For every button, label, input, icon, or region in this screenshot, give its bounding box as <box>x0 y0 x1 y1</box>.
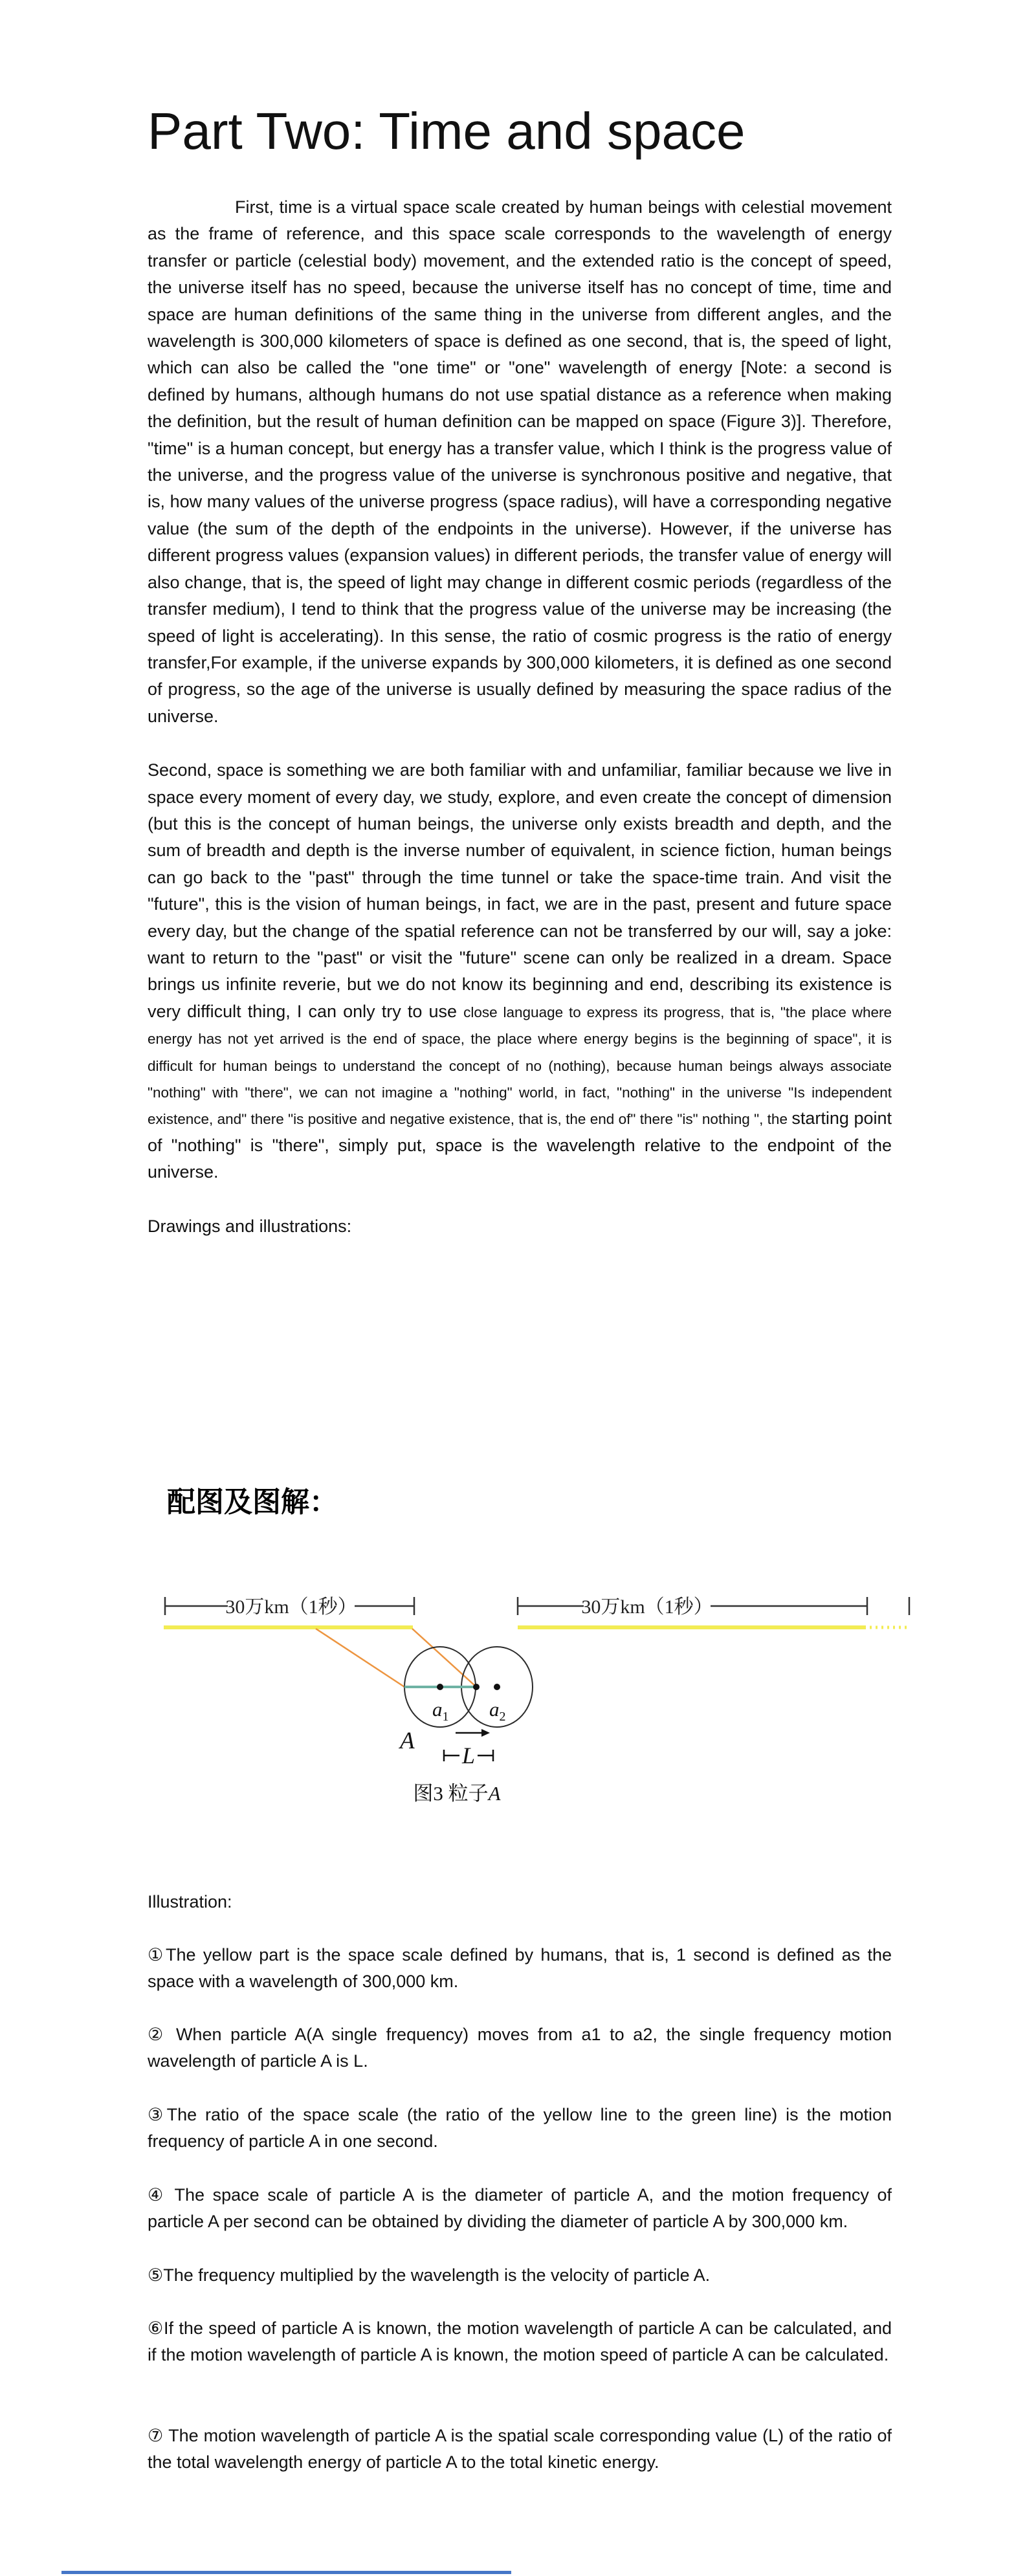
page-title: Part Two: Time and space <box>148 102 745 160</box>
left-ruler-label: 30万km（1秒） <box>225 1596 357 1618</box>
right-ruler-label: 30万km（1秒） <box>581 1596 713 1618</box>
paragraph-second-normal-end: starting point of "nothing" is "there", simply put, space is the wavelength relative to the endpoint of the universe. <box>148 1108 892 1182</box>
illustration-heading: Illustration: <box>148 1892 232 1911</box>
length-label: L <box>461 1743 476 1768</box>
center-dot-a2 <box>494 1684 500 1690</box>
center-dot-a1 <box>437 1684 443 1690</box>
label-a2: $a_2$ <box>489 1698 506 1724</box>
figure-caption: 图3 粒子A <box>413 1782 501 1805</box>
label-a1: $a_1$ <box>432 1698 449 1724</box>
orange-projection-line-left <box>316 1629 404 1687</box>
intersection-dot <box>473 1684 480 1690</box>
paragraph-first: First, time is a virtual space scale created by human beings with celestial movement as the frame of reference, and this space scale corresponds to the wavelength of energy transfer or particle (celestial body) movement, and the extended ratio is the concept of speed, the universe itself has no speed, because the universe itself has no concept of time, time and space are human definitions of the same thing in the universe from different angles, and the wavelength is 300,000 kilometers of space is defined as one second, that is, the speed of light, which can also be called the "one time" or "one" wavelength of energy [Note: a second is defined by humans, although humans do not use spatial distance as a reference when making the definition, but the result of human definition can be mapped on space (Figure 3)]. Therefore, "time" is a human concept, but energy has a transfer value, which I think is the progress value of the universe, and the progress value of the universe is synchronous positive and negative, that is, how many values of the universe progress (space radius), will have a corresponding negative value (the sum of the depth of the endpoints in the universe). However, if the universe has different progress values (expansion values) in different periods, the transfer value of energy will also change, that is, the speed of light may change in different cosmic periods (regardless of the transfer medium), I tend to think that the progress value of the universe may be increasing (the speed of light is accelerating). In this sense, the ratio of cosmic progress is the ratio of energy transfer,For example, if the universe expands by 300,000 kilometers, it is defined as one second of progress, so the age of the universe is usually defined by measuring the space radius of the universe. <box>148 197 892 726</box>
orange-projection-line-right <box>412 1629 476 1687</box>
illustration-item-2: ② When particle A(A single frequency) moves from a1 to a2, the single frequency motion wavelength of particle A is L. <box>148 2025 892 2071</box>
illustration-item-6: ⑥If the speed of particle A is known, the motion wavelength of particle A can be calculated, and if the motion wavelength of particle A is known, the motion speed of particle A can be calculated. <box>148 2318 892 2365</box>
figure-section-heading-cn: 配图及图解： <box>167 1486 338 1518</box>
text-column <box>148 100 892 1240</box>
illustration-item-4: ④ The space scale of particle A is the diameter of particle A, and the motion frequency of particle A per second can be obtained by dividing the diameter of particle A by 300,000 km. <box>148 2185 892 2232</box>
bottom-blue-strip <box>61 2571 511 2574</box>
paragraph-second-normal-start: Second, space is something we are both familiar with and unfamiliar, familiar because we live in space every moment of every day, we study, explore, and even create the concept of dimension (but this is the concept of human beings, the universe only exists breadth and depth, and the sum of breadth and depth is the inverse number of equivalent, in science fiction, human beings can go back to the "past" through the time tunnel or take the space-time train. And visit the "future", this is the vision of human beings, in fact, we are in the past, present and future space every day, but the change of the spatial reference can not be transferred by our will, say a joke: want to return to the "past" or visit the "future" scene can only be realized in a dream. Space brings us infinite reverie, but we do not know its beginning and end, describing its existence is very difficult thing, I can only try to use <box>148 760 892 1021</box>
illustration-item-1: ①The yellow part is the space scale defined by humans, that is, 1 second is defined as the space with a wavelength of 300,000 km. <box>148 1945 892 1992</box>
length-measure <box>444 1743 493 1768</box>
right-ruler <box>518 1596 909 1627</box>
motion-arrow <box>456 1729 490 1737</box>
left-ruler <box>164 1596 414 1627</box>
illustration-item-5: ⑤The frequency multiplied by the wavelength is the velocity of particle A. <box>148 2265 711 2285</box>
illustration-item-7: ⑦ The motion wavelength of particle A is the spatial scale corresponding value (L) of the ratio of the total wavelength energy of particle A to the total kinetic energy. <box>148 2426 892 2472</box>
paragraph-second-small-middle: close language to express its progress, that is, "the place where energy has not yet arrived is the end of space, the place where energy begins is the beginning of space", it is difficult for human beings to understand the concept of no (nothing), because human beings always associate "nothing" with "there", we can not imagine a "nothing" world, in fact, "nothing" in the universe "Is independent existence, and" there "is positive and negative existence, that is, the end of" there "is" nothing ", the <box>148 1004 892 1128</box>
particle-name-label: A <box>400 1728 415 1754</box>
arrowhead <box>481 1729 490 1737</box>
paragraph-second <box>148 757 892 1186</box>
drawings-note: Drawings and illustrations: <box>148 1216 352 1236</box>
figure-3-diagram <box>0 1566 1027 1825</box>
illustration-item-3: ③The ratio of the space scale (the ratio of the yellow line to the green line) is the motion frequency of particle A in one second. <box>148 2105 892 2152</box>
